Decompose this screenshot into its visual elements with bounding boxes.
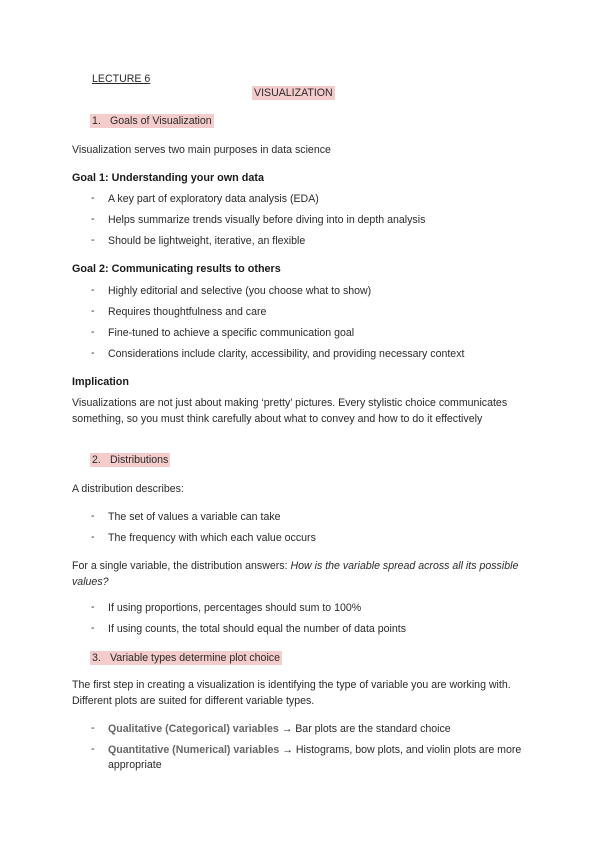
section-3-heading-highlight [90,651,282,665]
bullet-dash: - [91,531,95,543]
bullet-dash: - [91,743,95,755]
distribution-question [72,558,532,590]
section-1-heading-highlight [90,114,214,128]
lecture-label: LECTURE 6 [92,73,151,85]
goal-2-item: Requires thoughtfulness and care [108,306,267,318]
section-1-heading [90,114,214,128]
plot-choice-item [108,743,528,773]
bullet-dash: - [91,510,95,522]
bullet-dash: - [91,347,95,359]
plot-choice-item [108,722,451,736]
question-text: How is the variable spread across all its possible values? [72,560,519,588]
goal-1-item: Helps summarize trends visually before diving into in depth analysis [108,214,426,226]
distribution-item: The set of values a variable can take [108,511,281,523]
section-1-title: Goals of Visualization [110,115,212,127]
arrow: → [278,723,296,735]
bullet-dash: - [91,213,95,225]
bullet-dash: - [91,622,95,634]
bullet-dash: - [91,601,95,613]
section-2-heading-highlight [90,453,170,467]
page-title [252,86,335,100]
arrow: → [279,744,296,756]
distribution-rule: If using counts, the total should equal the number of data points [108,623,407,635]
bullet-dash: - [91,284,95,296]
variable-type-term: Qualitative (Categorical) variables [108,723,279,735]
bullet-dash: - [91,305,95,317]
bullet-dash: - [91,722,95,734]
section-2-title: Distributions [110,454,169,466]
goal-2-item: Considerations include clarity, accessibility, and providing necessary context [108,348,465,360]
bullet-dash: - [91,192,95,204]
goal-2-item: Fine-tuned to achieve a specific communication goal [108,327,355,339]
section-3-number: 3. [92,652,101,664]
question-prefix: For a single variable, the distribution answers: [72,560,291,572]
plot-choice-desc: Histograms, bow plots, and violin plots are more appropriate [108,744,522,771]
section-2-heading [90,453,170,467]
goal-1-item: A key part of exploratory data analysis (EDA) [108,193,319,205]
section-3-title: Variable types determine plot choice [110,652,280,664]
plot-choice-desc: Bar plots are the standard choice [295,723,451,735]
implication-text: Visualizations are not just about making ‘pretty’ pictures. Every stylistic choice communicates something, so you must think carefully about what to convey and how to do it effectively [72,397,508,425]
section-1-number: 1. [92,115,101,127]
goal-2-heading: Goal 2: Communicating results to others [72,263,281,275]
bullet-dash: - [91,234,95,246]
implication-heading: Implication [72,376,129,388]
page-title-text: VISUALIZATION [254,87,333,99]
distribution-rule: If using proportions, percentages should sum to 100% [108,602,362,614]
section-1-intro: Visualization serves two main purposes in data science [72,144,331,156]
goal-1-heading: Goal 1: Understanding your own data [72,172,264,184]
distribution-item: The frequency with which each value occurs [108,532,316,544]
section-3-heading [90,651,282,665]
section-2-number: 2. [92,454,101,466]
bullet-dash: - [91,326,95,338]
variable-type-term: Quantitative (Numerical) variables [108,744,280,756]
goal-2-item: Highly editorial and selective (you choose what to show) [108,285,372,297]
section-2-intro: A distribution describes: [72,483,184,495]
section-3-intro: The first step in creating a visualization is identifying the type of variable you are working with. Different plots are suited for different variable types. [72,679,511,707]
goal-1-item: Should be lightweight, iterative, an flexible [108,235,306,247]
